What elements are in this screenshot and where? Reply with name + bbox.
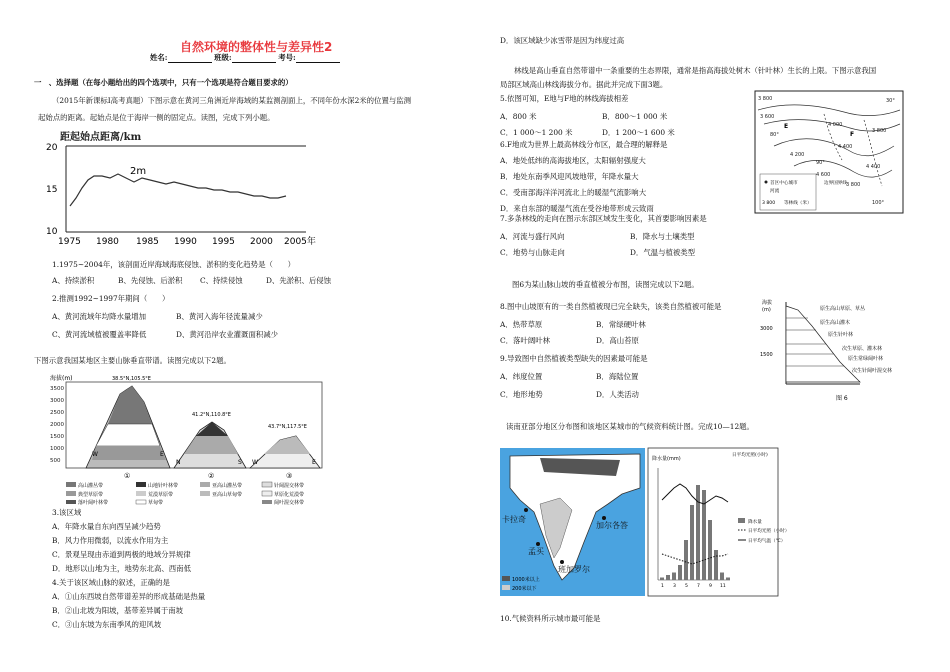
q4: 4.关于该区域山脉的叙述，正确的是 (52, 578, 170, 587)
fig6-vegetation-slope (756, 296, 906, 406)
legend-line: 等林线（米） (784, 201, 812, 206)
student-info-line (150, 53, 340, 63)
q5-opt-a[interactable]: A．800 米 (500, 112, 537, 121)
mountain-1-e: E (160, 451, 164, 458)
city-kolkata: 加尔各答 (596, 521, 628, 530)
legend-precip: 降水量 (748, 520, 762, 525)
legend-11: 阔叶混交林带 (274, 500, 305, 506)
lon-90: 90° (816, 160, 825, 166)
fig6-zone-5: 次生针阔叶混交林 (852, 368, 893, 374)
city-karachi: 卡拉奇 (502, 515, 526, 524)
fig6-unit: (m) (762, 307, 771, 313)
city-mumbai: 孟买 (528, 547, 544, 556)
q7-opt-d[interactable]: D．气温与植被类型 (630, 248, 696, 257)
legend-river: 河流 (770, 189, 780, 194)
q9: 9.导致图中自然植被类型缺失的因素最可能是 (500, 354, 648, 363)
fig6-ylabel: 海拔 (762, 300, 773, 306)
mountain-3-w: W (252, 459, 258, 466)
legend-temp: 日平均气温（℃） (748, 539, 786, 544)
contour-4400-b: 4 400 (866, 164, 881, 170)
q10-12-intro: 读南亚部分地区分布图和该地区某城市的气候资料统计图。完成10—12题。 (506, 422, 754, 431)
x-tick-1995: 1995 (212, 237, 235, 247)
month-11: 11 (720, 584, 726, 589)
q8-opt-b[interactable]: B．常绿硬叶林 (596, 320, 646, 329)
x-tick-1980: 1980 (96, 237, 119, 247)
legend-1: 山地针叶林带 (148, 483, 179, 489)
q1: 1.1975~2004年，该剖面近岸海域海底侵蚀、淤积的变化趋势是（ ） (52, 260, 296, 269)
legend-3: 针阔混交林带 (274, 483, 305, 489)
q8-opt-c[interactable]: C．落叶阔叶林 (500, 336, 550, 345)
contour-3800-b: 3 800 (872, 128, 887, 134)
y-tick-3500: 3500 (50, 386, 64, 392)
legend-city: 首区中心城市 (770, 181, 798, 186)
q6: 6.F地成为世界上最高林线分布区，最合理的解释是 (500, 140, 668, 149)
city-kolkata-dot (602, 516, 606, 520)
point-e: E (784, 123, 789, 130)
legend-2: 亚高山灌丛带 (212, 483, 243, 489)
precip-bar-10 (714, 550, 718, 580)
precip-bar-9 (708, 520, 712, 580)
precip-bar-6 (690, 505, 694, 580)
lon-100: 100° (872, 200, 885, 206)
mountain-2 (174, 412, 246, 480)
precip-bar-5 (684, 540, 688, 580)
city-mumbai-dot (536, 542, 540, 546)
q3: 3.该区域 (52, 508, 82, 517)
q8: 8.图中山坡原有的一类自然植被现已完全缺失，该类自然植被可能是 (500, 302, 722, 311)
mountain-3 (250, 424, 320, 480)
month-7: 7 (697, 584, 700, 589)
mountain-3-coord: 43.7°N,117.5°E (268, 424, 307, 430)
contour-4400-a: 4 400 (838, 144, 853, 150)
q1-opt-b[interactable]: B、先侵蚀、后淤积 (118, 276, 183, 285)
q3-opt-a[interactable]: A．年降水量自东向西呈减少趋势 (52, 522, 161, 531)
contour-3600: 3 600 (760, 114, 775, 120)
fig6-zone-0: 原生高山草原、草丛 (820, 306, 866, 312)
mountain-2-e: S (238, 459, 242, 466)
y-tick-20: 20 (46, 143, 58, 153)
mountain-legend (66, 482, 304, 506)
mountain-2-num: ② (208, 472, 215, 480)
fig6-y-3000: 3000 (760, 326, 773, 332)
y-tick-2500: 2500 (50, 410, 64, 416)
month-5: 5 (685, 584, 688, 589)
q3-opt-b[interactable]: B．风力作用微弱，以流水作用为主 (52, 536, 169, 545)
depth-2m-line (70, 174, 286, 206)
fig6-zone-1: 原生高山灌木 (820, 320, 851, 326)
x-tick-2000: 2000 (250, 237, 273, 247)
q8-opt-a[interactable]: A．热带草原 (500, 320, 543, 329)
section-heading: 一 、选择题（在每小题给出的四个选项中，只有一个选项是符合题目要求的） (34, 78, 293, 87)
q8-opt-d[interactable]: D．高山苔原 (596, 336, 639, 345)
fig6-zone-4: 原生常绿阔叶林 (848, 356, 884, 362)
series-label-2m: 2m (130, 166, 147, 177)
distance-chart (36, 126, 326, 248)
precip-bar-1 (660, 578, 664, 581)
legend-border: 边界国界线 (824, 181, 847, 186)
climate-chart (648, 448, 790, 596)
y-tick-15: 15 (46, 185, 58, 195)
q1-opt-d[interactable]: D、先淤积、后侵蚀 (266, 276, 332, 285)
q6-opt-b[interactable]: B．地处东南季风迎风坡地带，年降水量大 (500, 172, 639, 181)
fig6-intro: 图6为某山脉山坡的垂直植被分布图，读图完成以下2题。 (512, 280, 699, 289)
y-tick-1000: 1000 (50, 446, 64, 452)
south-asia-map (500, 448, 645, 596)
city-bangalore: 班加罗尔 (558, 565, 590, 574)
id-label: 考号: (278, 53, 296, 62)
month-1: 1 (661, 584, 664, 589)
x-tick-1990: 1990 (174, 237, 197, 247)
treeline-intro: 林线是高山垂直自然带谱中一条重要的生态界限，通常是指高海拔处树木（针叶林）生长的上限。下图示意我国 (514, 66, 877, 75)
fig6-zone-2: 原生针叶林 (828, 332, 854, 338)
name-field[interactable] (168, 54, 212, 63)
mountain-2-coord: 41.2°N,110.8°E (192, 412, 231, 418)
page-title: 自然环境的整体性与差异性2 (180, 40, 333, 54)
x-tick-2005: 2005年 (284, 237, 316, 247)
mountain-2-w: N (176, 459, 181, 466)
q2: 2.推测1992~1997年期间（ ） (52, 294, 170, 303)
q3-opt-d[interactable]: D．地形以山地为主，地势东北高、西南低 (52, 564, 191, 573)
y-tick-500: 500 (50, 458, 61, 464)
legend-below-200: 200米以下 (512, 586, 537, 592)
q1-opt-a[interactable]: A、持续淤积 (52, 276, 95, 285)
legend-above-1000: 1000米以上 (512, 577, 540, 583)
y-tick-10: 10 (46, 227, 58, 237)
mountain-ylabel: 海拔(m) (50, 375, 73, 382)
q4-opt-a[interactable]: A．①山东西坡自然带谱差异的形成基础是热量 (52, 592, 206, 601)
id-field[interactable] (296, 54, 340, 63)
fig6-y-1500: 1500 (760, 352, 773, 358)
precip-bar-12 (726, 578, 730, 581)
climate-ylabel-right: 日平均光照(小时) (732, 453, 768, 458)
mountain-1-coord: 38.5°N,105.5°E (112, 376, 151, 382)
legend-9: 草甸带 (148, 500, 164, 506)
y-tick-1500: 1500 (50, 434, 64, 440)
point-f: F (850, 131, 855, 138)
q7-opt-b[interactable]: B．降水与土壤类型 (630, 232, 695, 241)
q2-opt-d[interactable]: D、黄河沿岸农业灌溉面积减少 (176, 330, 279, 339)
treeline-map (754, 90, 904, 214)
legend-line-value: 3 800 (762, 201, 776, 206)
class-field[interactable] (232, 54, 276, 63)
q4-opt-d[interactable]: D．该区域缺少冰雪带是因为纬度过高 (500, 36, 625, 45)
precip-bar-4 (678, 565, 682, 580)
precip-bar-3 (672, 573, 676, 581)
mountain-3-e: E (312, 459, 316, 466)
q6-opt-d[interactable]: D．来自东部的暖湿气流在受谷地带形成云致雨 (500, 204, 654, 213)
legend-8: 落叶阔叶林带 (78, 500, 109, 506)
legend-sunshine: 日平均光照（小时） (748, 529, 790, 534)
q5-opt-b[interactable]: B．800～1 000 米 (602, 112, 668, 121)
q6-opt-a[interactable]: A．地处低纬的高海拔地区，太阳辐射强度大 (500, 156, 646, 165)
legend-5: 荒漠草原带 (148, 492, 174, 498)
q7: 7.多条林线的走向在图示东部区域发生变化，其首要影响因素是 (500, 214, 707, 223)
mountain-1-w: W (92, 451, 98, 458)
q9-opt-d[interactable]: D．人类活动 (596, 390, 639, 399)
q2-opt-b[interactable]: B、黄河入海年径流量减少 (176, 312, 263, 321)
contour-3800-c: 3 800 (846, 182, 861, 188)
month-3: 3 (673, 584, 676, 589)
q5-opt-d[interactable]: D．1 200～1 600 米 (602, 128, 675, 137)
q5-opt-c[interactable]: C．1 000～1 200 米 (500, 128, 573, 137)
q9-opt-b[interactable]: B．海陆位置 (596, 372, 639, 381)
city-karachi-dot (524, 508, 528, 512)
q9-opt-c[interactable]: C．地形地势 (500, 390, 543, 399)
intro-1: （2015年新课标Ⅰ高考真题）下图示意在黄河三角洲近岸海域的某监测剖面上，不同年份水深2米的位置与监测 (52, 96, 412, 105)
city-bangalore-dot (560, 560, 564, 564)
q5: 5.依图可知，E地与F地的林线海拔相差 (500, 94, 629, 103)
fig6-caption: 图 6 (836, 395, 848, 402)
q6-opt-c[interactable]: C．受南部海洋洋河流北上的暖湿气流影响大 (500, 188, 647, 197)
x-tick-1975: 1975 (58, 237, 81, 247)
q9-opt-a[interactable]: A．纬度位置 (500, 372, 543, 381)
contour-4600: 4 600 (816, 172, 831, 178)
precip-bar-2 (666, 575, 670, 580)
x-tick-1985: 1985 (136, 237, 159, 247)
lon-80: 80° (770, 132, 779, 138)
mountain-1-num: ① (124, 472, 131, 480)
lat-30: 30° (886, 98, 895, 104)
precip-bar-11 (720, 573, 724, 581)
precip-bar-7 (696, 485, 700, 580)
contour-3800-a: 3 800 (758, 96, 773, 102)
class-label: 班级: (214, 53, 232, 62)
chart-title: 距起始点距离/km (60, 132, 142, 143)
contour-4200: 4 200 (790, 152, 805, 158)
legend-7: 草原化荒漠带 (274, 492, 305, 498)
q3-opt-c[interactable]: C．景观呈现由赤道到两极的地域分异规律 (52, 550, 191, 559)
intro-1b: 起始点的距离。起始点是位于海岸一侧的固定点。读图，完成下列小题。 (38, 113, 275, 122)
q7-opt-c[interactable]: C．地势与山脉走向 (500, 248, 565, 257)
q10: 10.气候资料所示城市最可能是 (500, 614, 601, 623)
intro-2: 下图示意我国某地区主要山脉垂直带谱。读图完成以下2题。 (34, 356, 231, 365)
contour-4000: 4 000 (828, 122, 843, 128)
name-label: 姓名: (150, 53, 168, 62)
q7-opt-a[interactable]: A．河流与盛行风向 (500, 232, 565, 241)
legend-4: 典型草原带 (78, 492, 104, 498)
q4-opt-b[interactable]: B．②山北坡为阳坡，基带差异属于南坡 (52, 606, 184, 615)
climate-ylabel-left: 降水量(mm) (652, 456, 681, 462)
q2-opt-c[interactable]: C、黄河流域植被覆盖率降低 (52, 330, 147, 339)
legend-6: 亚高山草甸带 (212, 492, 243, 498)
y-axis (66, 146, 306, 232)
mountain-3-num: ③ (286, 472, 293, 480)
month-9: 9 (709, 584, 712, 589)
q2-opt-a[interactable]: A、黄河流域年均降水量增加 (52, 312, 147, 321)
q1-opt-c[interactable]: C、持续侵蚀 (200, 276, 243, 285)
y-tick-2000: 2000 (50, 422, 64, 428)
treeline-intro-b: 局部区域高山林线海拔分布。据此并完成下面3题。 (500, 80, 668, 89)
mountain-zones-figure (50, 372, 340, 504)
legend-0: 高山灌丛带 (78, 483, 104, 489)
y-tick-3000: 3000 (50, 398, 64, 404)
q4-opt-c[interactable]: C．③山东坡为东南季风的迎风坡 (52, 620, 162, 629)
mountain-1 (86, 376, 170, 480)
fig6-zone-3: 次生草原、灌木林 (842, 346, 883, 352)
